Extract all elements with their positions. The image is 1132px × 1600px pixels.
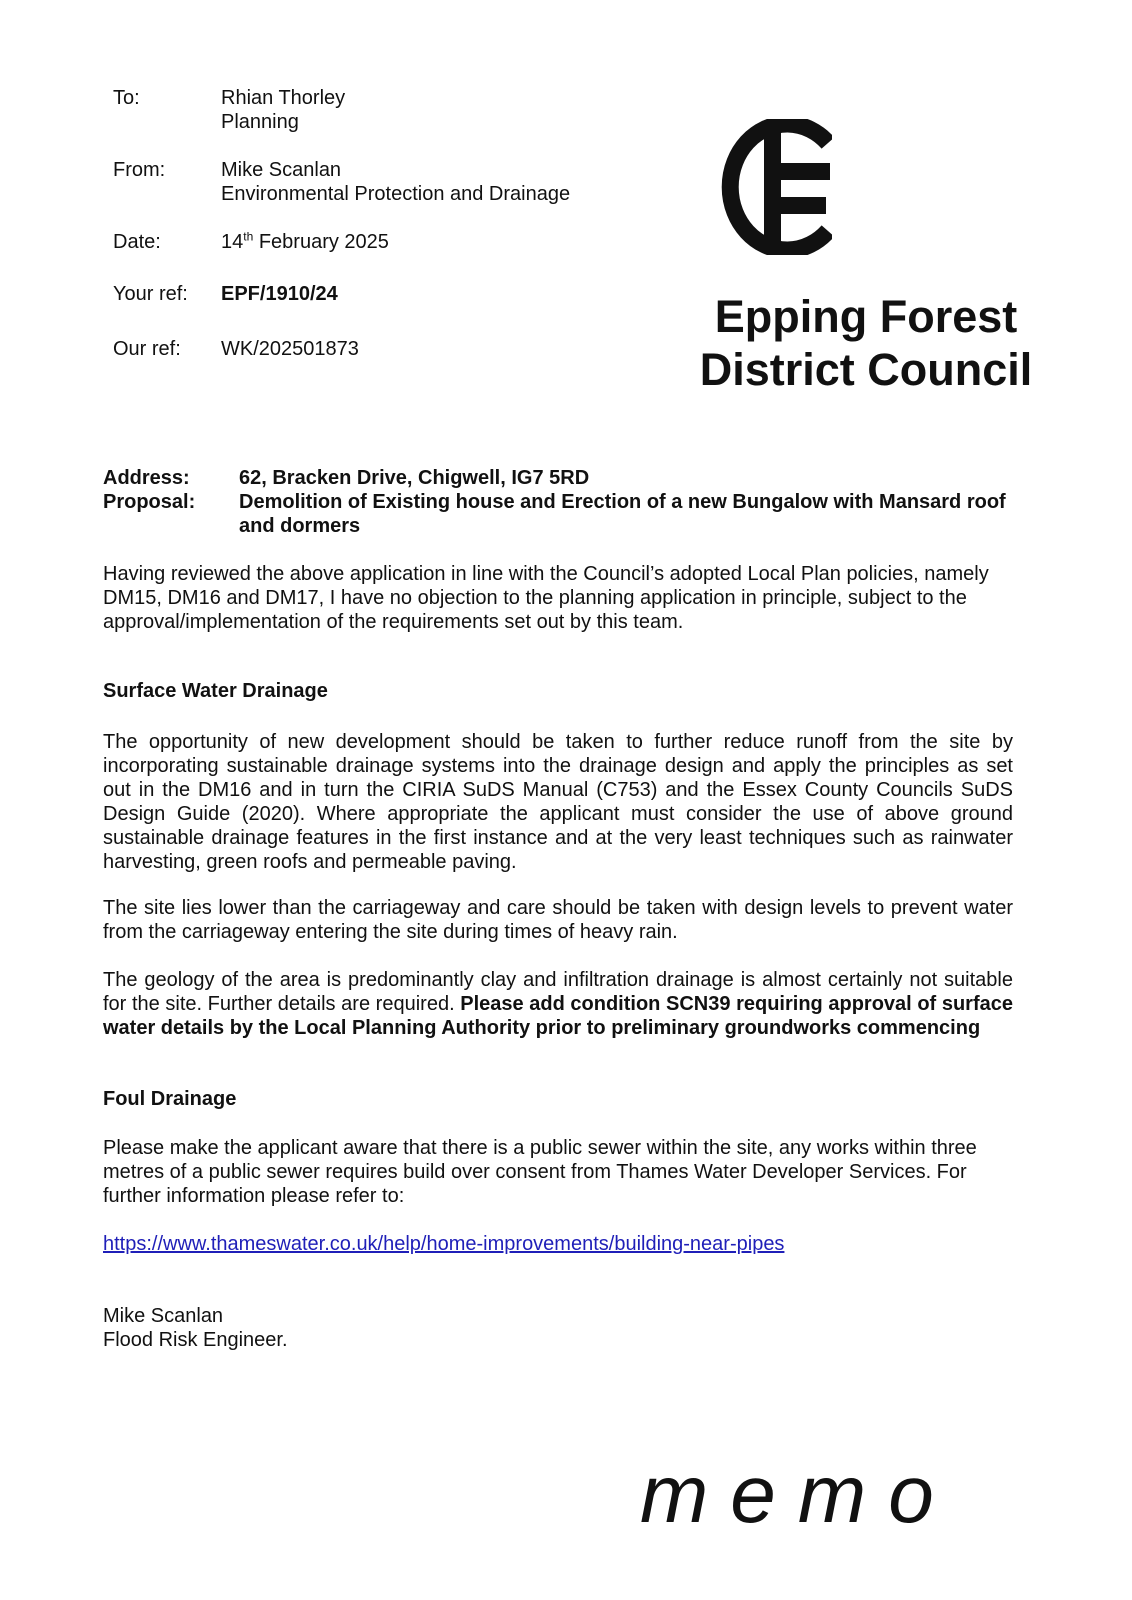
memo-footer-word: memo	[640, 1449, 956, 1540]
thames-water-link-container	[103, 1232, 1013, 1256]
your-ref-label: Your ref:	[113, 283, 188, 305]
council-name-line2: District Council	[699, 344, 1033, 395]
condition-request: Please add condition SCN39 requiring approval of surface water details by the Local Planning Authority prior to preliminary groundworks commencing	[103, 993, 1013, 1039]
signature-name: Mike Scanlan	[103, 1305, 224, 1327]
thames-water-link[interactable]: https://www.thameswater.co.uk/help/home-improvements/building-near-pipes	[103, 1233, 785, 1255]
surface-water-paragraph-3-text: The geology of the area is predominantly clay and infiltration drainage is almost certainly not suitable for the site. Further details are required.	[103, 969, 1013, 1015]
surface-water-paragraph-2: The site lies lower than the carriageway and care should be taken with design levels to prevent water from the carriageway entering the site during times of heavy rain.	[103, 897, 1013, 943]
date-suffix: th	[243, 229, 254, 244]
signature-block	[103, 1304, 1013, 1352]
surface-water-heading: Surface Water Drainage	[103, 680, 328, 702]
council-logo-icon	[716, 119, 832, 255]
signature-title: Flood Risk Engineer.	[103, 1329, 288, 1351]
to-label: To:	[113, 87, 140, 109]
surface-water-paragraph-1: The opportunity of new development should be taken to further reduce runoff from the site by incorporating sustainable drainage systems into the drainage design and apply the principles as set out in the DM16 and in turn the CIRIA SuDS Manual (C753) and the Essex County Councils SuDS Design Guide (2020). Where appropriate the applicant must consider the use of above ground sustainable drainage features in the first instance and at the very least techniques such as rainwater harvesting, green roofs and permeable paving.	[103, 731, 1013, 873]
proposal-value: Demolition of Existing house and Erection of a new Bungalow with Mansard roof and dormers	[239, 491, 1006, 537]
date-value	[221, 230, 389, 254]
from-name: Mike Scanlan	[221, 159, 342, 181]
to-name: Rhian Thorley	[221, 87, 346, 109]
from-label: From:	[113, 159, 166, 181]
date-rest: February 2025	[253, 231, 389, 253]
foul-drainage-heading: Foul Drainage	[103, 1088, 237, 1110]
council-name-line1: Epping Forest	[714, 291, 1018, 342]
address-value: 62, Bracken Drive, Chigwell, IG7 5RD	[239, 467, 590, 489]
address-label: Address:	[103, 467, 190, 489]
to-department: Planning	[221, 111, 299, 133]
date-day: 14	[221, 231, 244, 253]
surface-water-paragraph-3	[103, 968, 1013, 1040]
foul-drainage-paragraph: Please make the applicant aware that there is a public sewer within the site, any works within three metres of a public sewer requires build over consent from Thames Water Developer Services. For further information please refer to:	[103, 1137, 977, 1207]
council-name	[690, 290, 1042, 396]
our-ref-value: WK/202501873	[221, 338, 359, 360]
proposal-label: Proposal:	[103, 491, 196, 513]
our-ref-label: Our ref:	[113, 338, 181, 360]
intro-paragraph: Having reviewed the above application in line with the Council’s adopted Local Plan policies, namely DM15, DM16 and DM17, I have no objection to the planning application in principle, subject to the approval/implementation of the requirements set out by this team.	[103, 563, 989, 633]
your-ref-value: EPF/1910/24	[221, 283, 338, 305]
from-department: Environmental Protection and Drainage	[221, 183, 571, 205]
date-label: Date:	[113, 231, 161, 253]
